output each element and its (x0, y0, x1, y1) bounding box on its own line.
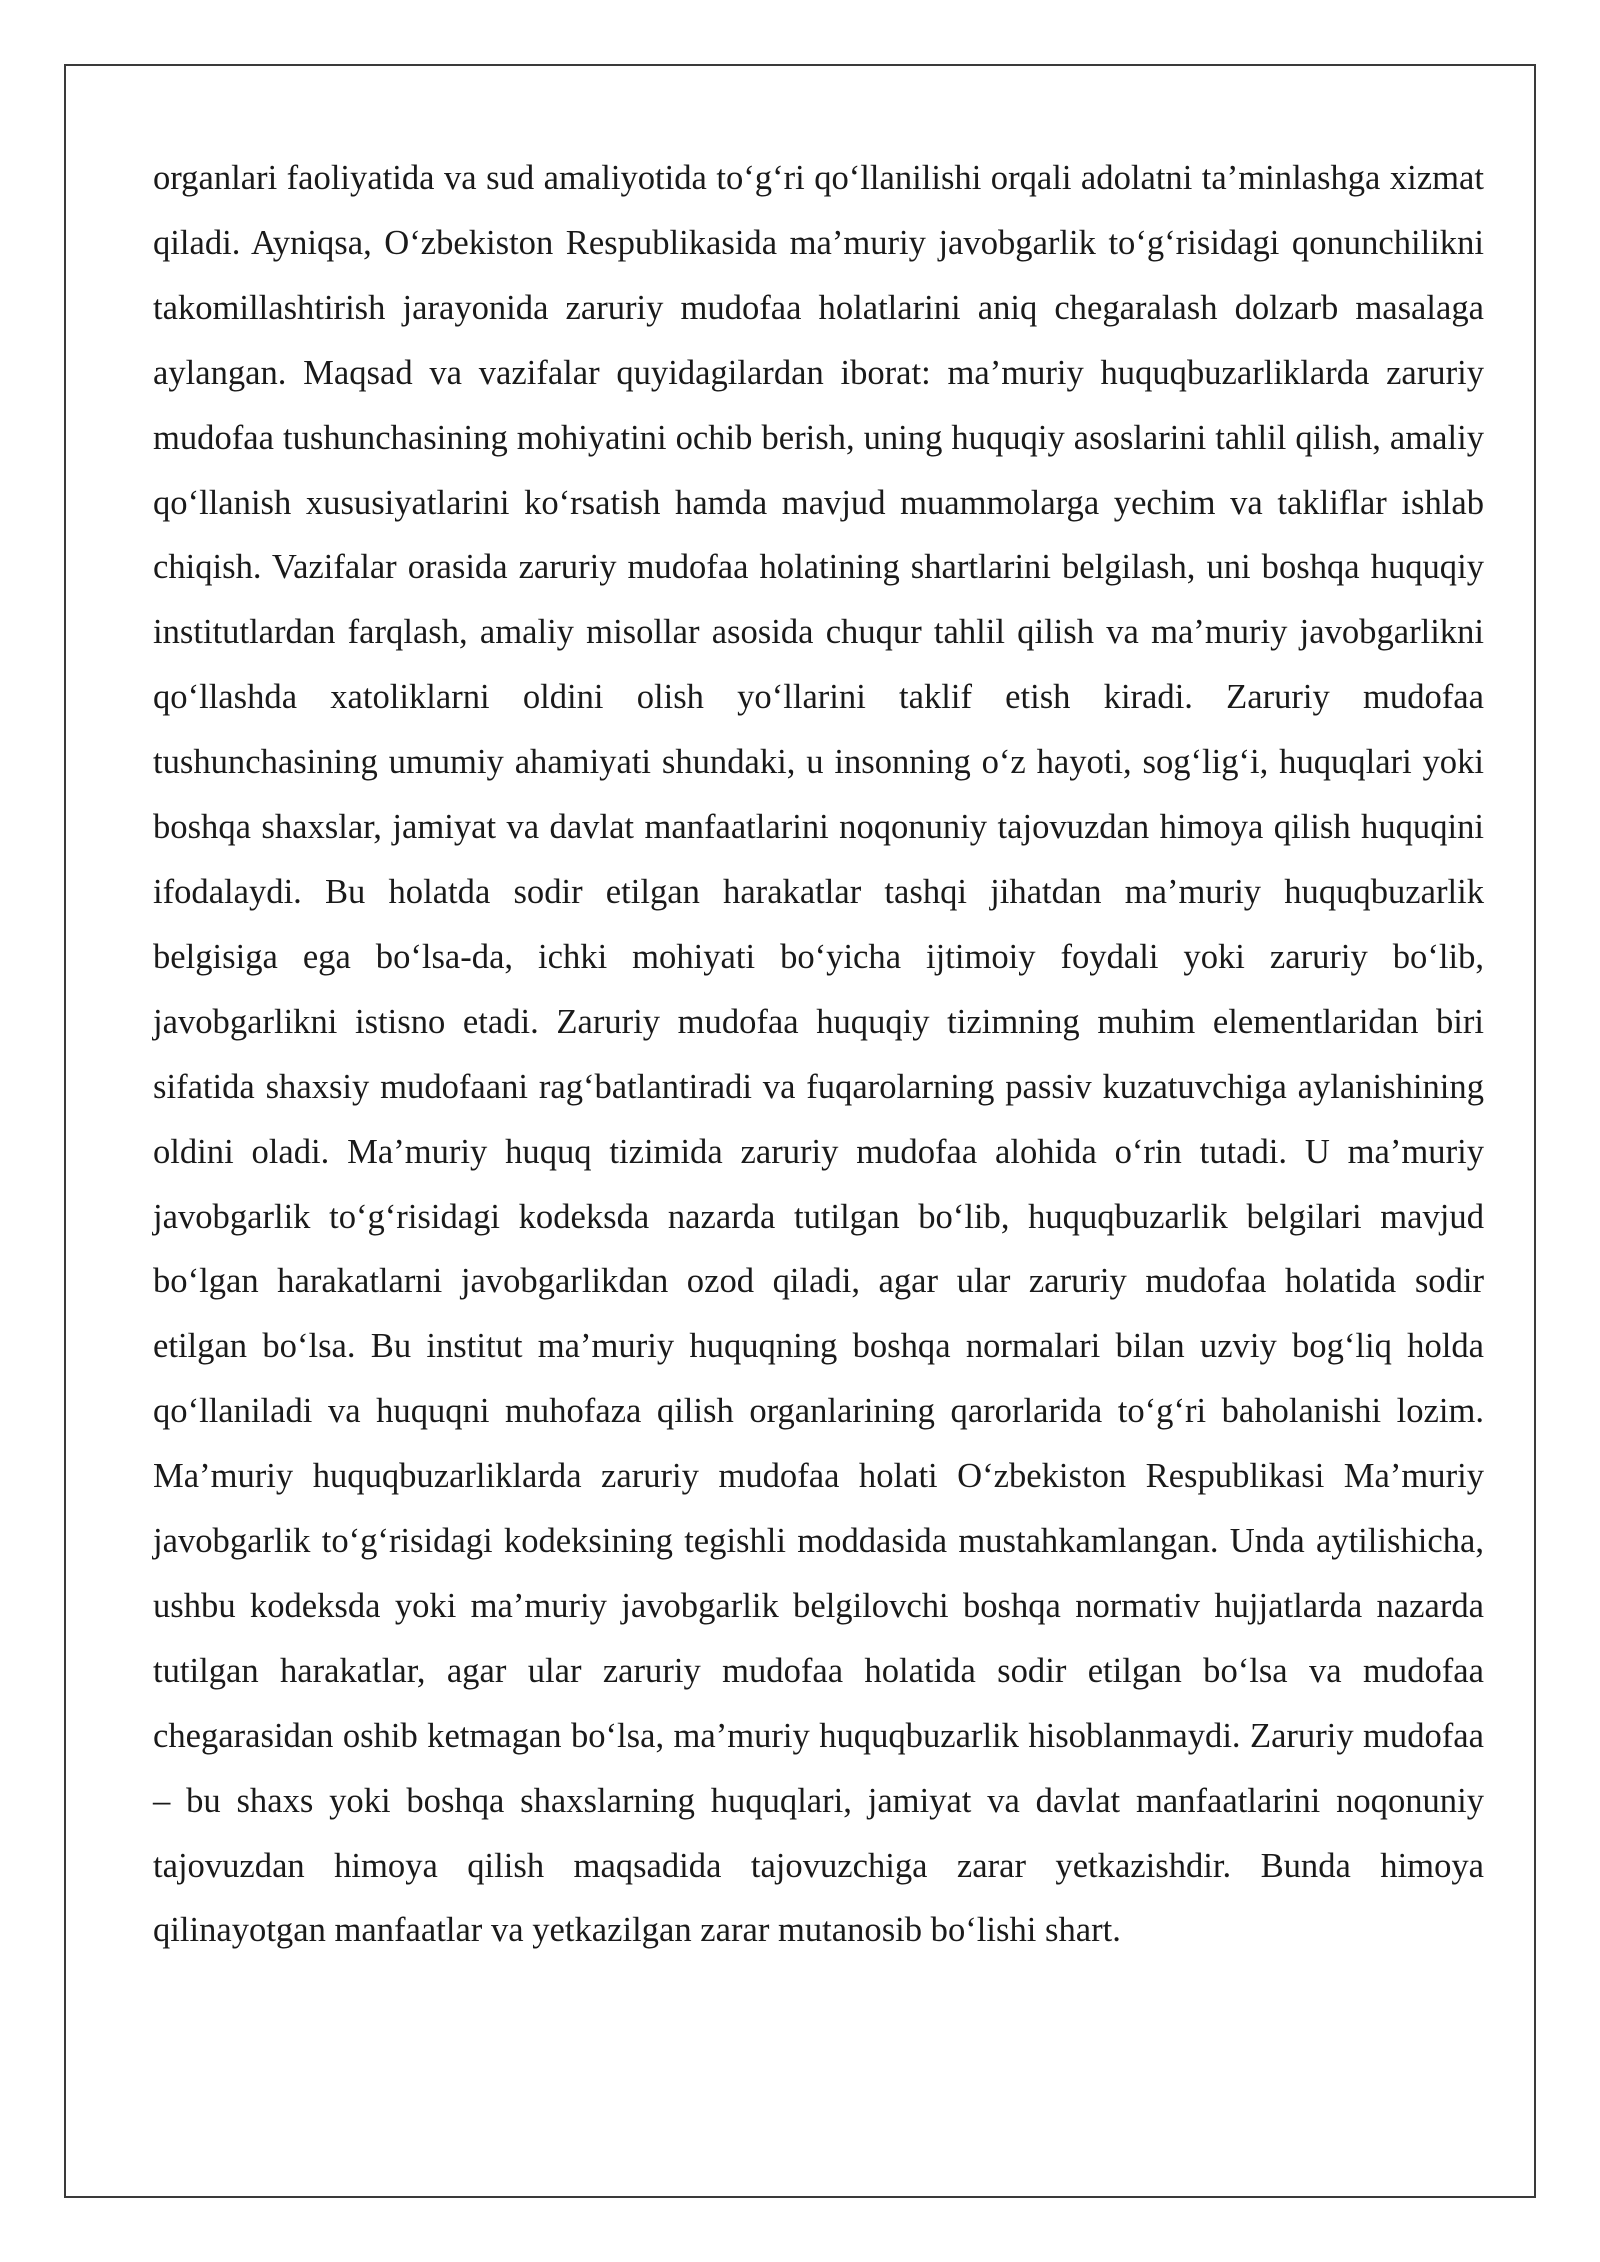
body-paragraph: organlari faoliyatida va sud amaliyotida to‘g‘ri qo‘llanilishi orqali adolatni ta’minlashga xizmat qiladi. Ayniqsa, O‘zbekiston Respublikasida ma’muriy javobgarlik to‘g‘risidagi qonunchilikni takomillashtirish jarayonida zaruriy mudofaa holatlarini aniq chegaralash dolzarb masalaga aylangan. Maqsad va vazifalar quyidagilardan iborat: ma’muriy huquqbuzarliklarda zaruriy mudofaa tushunchasining mohiyatini ochib berish, uning huquqiy asoslarini tahlil qilish, amaliy qo‘llanish xususiyatlarini ko‘rsatish hamda mavjud muammolarga yechim va takliflar ishlab chiqish. Vazifalar orasida zaruriy mudofaa holatining shartlarini belgilash, uni boshqa huquqiy institutlardan farqlash, amaliy misollar asosida chuqur tahlil qilish va ma’muriy javobgarlikni qo‘llashda xatoliklarni oldini olish yo‘llarini taklif etish kiradi. Zaruriy mudofaa tushunchasining umumiy ahamiyati shundaki, u insonning o‘z hayoti, sog‘lig‘i, huquqlari yoki boshqa shaxslar, jamiyat va davlat manfaatlarini noqonuniy tajovuzdan himoya qilish huquqini ifodalaydi. Bu holatda sodir etilgan harakatlar tashqi jihatdan ma’muriy huquqbuzarlik belgisiga ega bo‘lsa-da, ichki mohiyati bo‘yicha ijtimoiy foydali yoki zaruriy bo‘lib, javobgarlikni istisno etadi. Zaruriy mudofaa huquqiy tizimning muhim elementlaridan biri sifatida shaxsiy mudofaani rag‘batlantiradi va fuqarolarning passiv kuzatuvchiga aylanishining oldini oladi. Ma’muriy huquq tizimida zaruriy mudofaa alohida o‘rin tutadi. U ma’muriy javobgarlik to‘g‘risidagi kodeksda nazarda tutilgan bo‘lib, huquqbuzarlik belgilari mavjud bo‘lgan harakatlarni javobgarlikdan ozod qiladi, agar ular zaruriy mudofaa holatida sodir etilgan bo‘lsa. Bu institut ma’muriy huquqning boshqa normalari bilan uzviy bog‘liq holda qo‘llaniladi va huquqni muhofaza qilish organlarining qarorlarida to‘g‘ri baholanishi lozim. Ma’muriy huquqbuzarliklarda zaruriy mudofaa holati O‘zbekiston Respublikasi Ma’muriy javobgarlik to‘g‘risidagi kodeksining tegishli moddasida mustahkamlangan. Unda aytilishicha, ushbu kodeksda yoki ma’muriy javobgarlik belgilovchi boshqa normativ hujjatlarda nazarda tutilgan harakatlar, agar ular zaruriy mudofaa holatida sodir etilgan bo‘lsa va mudofaa chegarasidan oshib ketmagan bo‘lsa, ma’muriy huquqbuzarlik hisoblanmaydi. Zaruriy mudofaa – bu shaxs yoki boshqa shaxslarning huquqlari, jamiyat va davlat manfaatlarini noqonuniy tajovuzdan himoya qilish maqsadida tajovuzchiga zarar yetkazishdir. Bunda himoya qilinayotgan manfaatlar va yetkazilgan zarar mutanosib bo‘lishi shart. (153, 159, 1484, 1950)
